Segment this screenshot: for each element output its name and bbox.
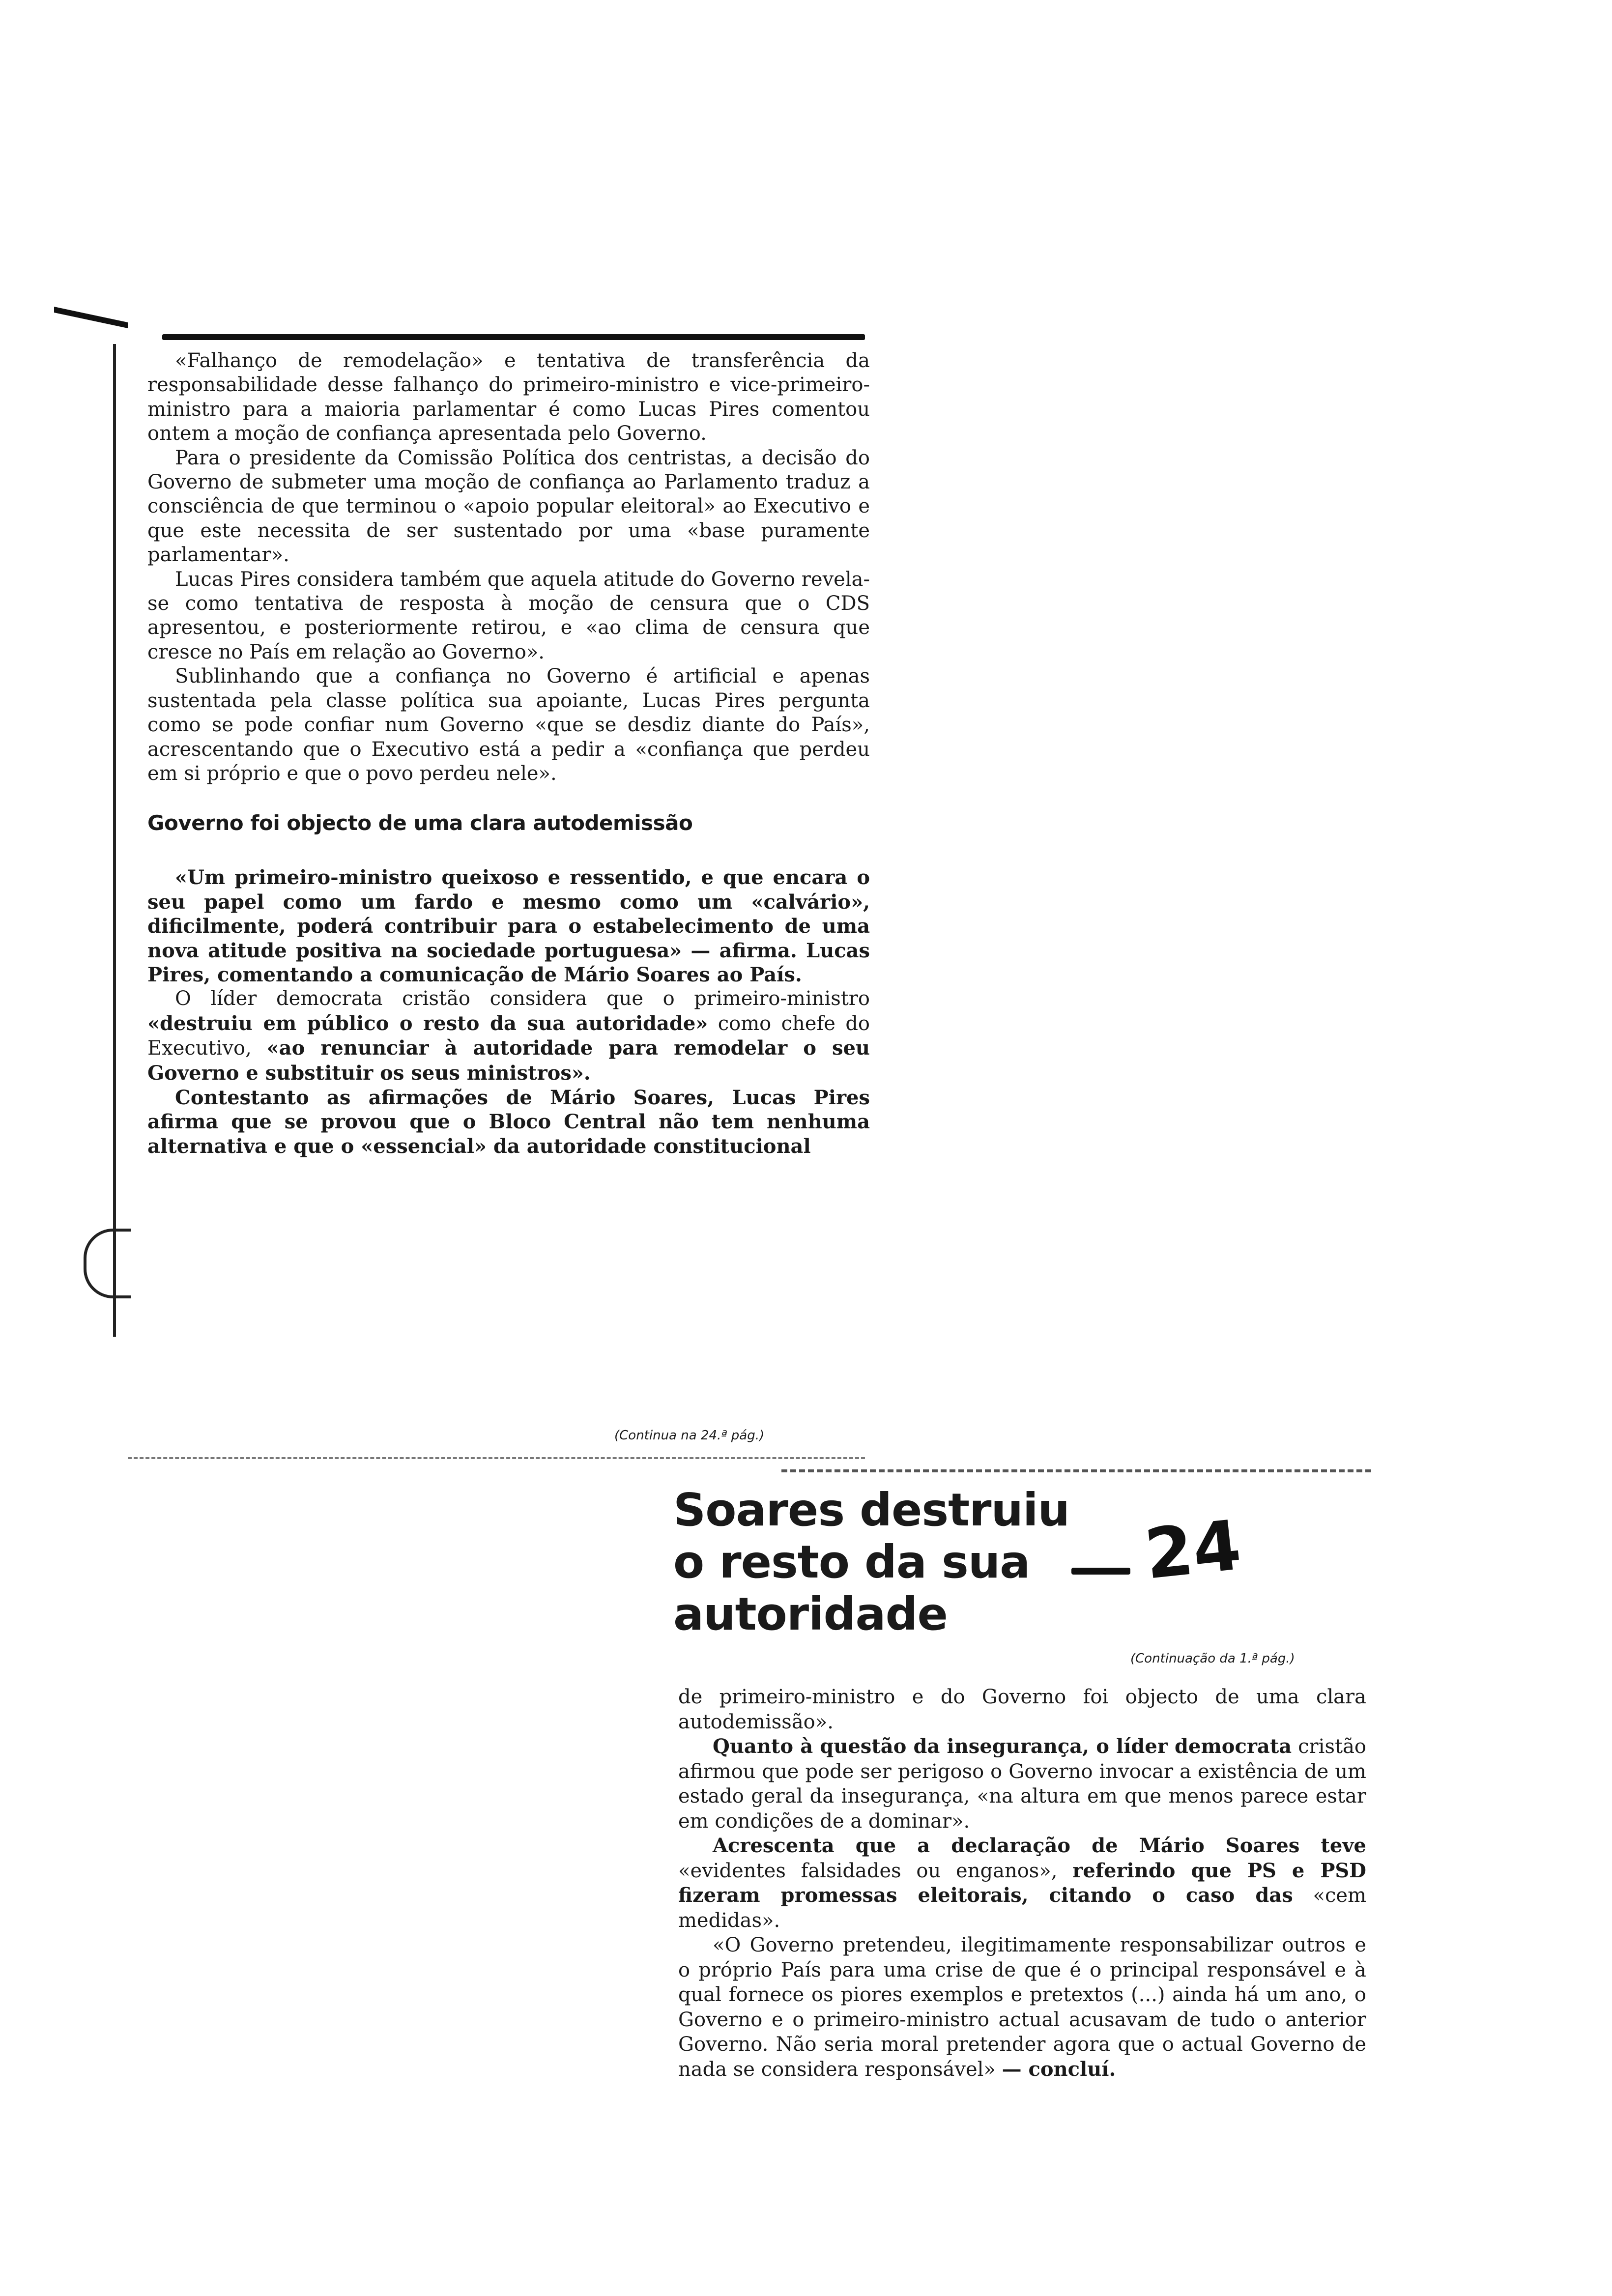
paragraph-bold-2: referindo que PS e PSD fizeram promessas eleitorais, citando o caso das xyxy=(678,1859,1366,1907)
paragraph xyxy=(678,1834,1366,1933)
leader-intro: O líder democrata cristão considera que o primeiro-ministro xyxy=(175,987,870,1010)
bottom-clipping xyxy=(634,1469,1401,2157)
paragraph-end: «cem medidas». xyxy=(678,1884,1366,1932)
paragraph: Lucas Pires considera também que aquela atitude do Governo revela-se como tentativa de resposta à moção de censura que o CDS apresentou, e posteriormente retirou, e «ao clima de censura que cresce no País em relação ao Governo». xyxy=(147,568,870,663)
headline xyxy=(673,1484,1116,1640)
paragraph-rest: cristão afirmou que pode ser perigoso o Governo invocar a existência de um estado geral da insegurança, «na altura em que menos parece estar em condições de a dominar». xyxy=(678,1735,1367,1833)
paragraph-bold: Quanto à questão da insegurança, o líder democrata xyxy=(713,1735,1292,1758)
paragraph: Sublinhando que a confiança no Governo é artificial e apenas sustentada pela classe política sua apoiante, Lucas Pires pergunta como se pode confiar num Governo «que se desdiz diante do País», acrescentando que o Executivo está a pedir a «confiança que perdeu em si próprio e que o povo perdeu nele». xyxy=(147,665,870,785)
paragraph: Contestanto as afirmações de Mário Soares, Lucas Pires afirma que se provou que o Bloco Central não tem nenhuma alternativa e que o «essencial» da autoridade constitucional xyxy=(147,1086,870,1158)
paragraph-body: «O Governo pretendeu, ilegitimamente responsabilizar outros e o próprio País para uma crise de que é o principal responsável e à qual fornece os piores exemplos e pretextos (...) ainda há um ano, o Governo e o primeiro-ministro actual acusavam de tudo o anterior Governo. Não seria moral pretender agora que o actual Governo de nada se considera responsável» xyxy=(678,1934,1366,2081)
clipping-corner-mark xyxy=(54,307,128,373)
continued-note: (Continua na 24.ª pág.) xyxy=(614,1428,765,1443)
leader-quote: «destruiu em público o resto da sua autoridade» xyxy=(147,1011,708,1035)
paragraph: Para o presidente da Comissão Política dos centristas, a decisão do Governo de submeter uma moção de confiança ao Parlamento traduz a consciência de que terminou o «apoio popular eleitoral» ao Executivo e que este necessita de ser sustentado por uma «base puramente parlamentar». xyxy=(147,446,870,567)
headline-dash xyxy=(1071,1568,1130,1575)
paragraph xyxy=(147,987,870,1086)
bottom-rule xyxy=(128,1457,865,1459)
top-clipping xyxy=(118,334,870,1464)
bottom-article-body xyxy=(678,1685,1366,2082)
leader-mid: como chefe do Executivo, xyxy=(147,1012,870,1060)
paragraph: de primeiro-ministro e do Governo foi objecto de uma clara autodemissão». xyxy=(678,1686,1366,1733)
headline-line: autoridade xyxy=(673,1588,948,1640)
continuation-note: (Continuação da 1.ª pág.) xyxy=(1130,1651,1295,1666)
handwritten-page-number: 24 xyxy=(1141,1505,1245,1595)
leader-quote-2: «ao renunciar à autoridade para remodelar o seu Governo e substituir os seus ministros». xyxy=(147,1036,870,1085)
subheading: Governo foi objecto de uma clara autodemissão xyxy=(147,811,693,835)
top-rule xyxy=(162,334,865,340)
top-article-body xyxy=(147,349,870,1158)
headline-line: o resto da sua xyxy=(673,1536,1030,1588)
paragraph-quote: «evidentes falsidades ou enganos», xyxy=(678,1859,1073,1882)
clipping-top-rule xyxy=(781,1469,1371,1472)
paragraph xyxy=(678,1933,1366,2082)
margin-bracket xyxy=(84,1229,131,1298)
margin-line xyxy=(113,344,116,1337)
paragraph xyxy=(678,1734,1366,1834)
paragraph: «Falhanço de remodelação» e tentativa de transferência da responsabilidade desse falhanço do primeiro-ministro e vice-primeiro-ministro para a maioria parlamentar é como Lucas Pires comentou ontem a moção de confiança apresentada pelo Governo. xyxy=(147,349,870,445)
headline-line: Soares destruiu xyxy=(673,1484,1069,1536)
paragraph-bold: Acrescenta que a declaração de Mário Soares teve xyxy=(713,1834,1366,1857)
lead-paragraph: «Um primeiro-ministro queixoso e ressentido, e que encara o seu papel como um fardo e mesmo como um «calvário», dificilmente, poderá contribuir para o estabelecimento de uma nova atitude positiva na sociedade portuguesa» — afirma. Lucas Pires, comentando a comunicação de Mário Soares ao País. xyxy=(147,866,870,986)
paragraph-end: — concluí. xyxy=(1002,2057,1116,2081)
